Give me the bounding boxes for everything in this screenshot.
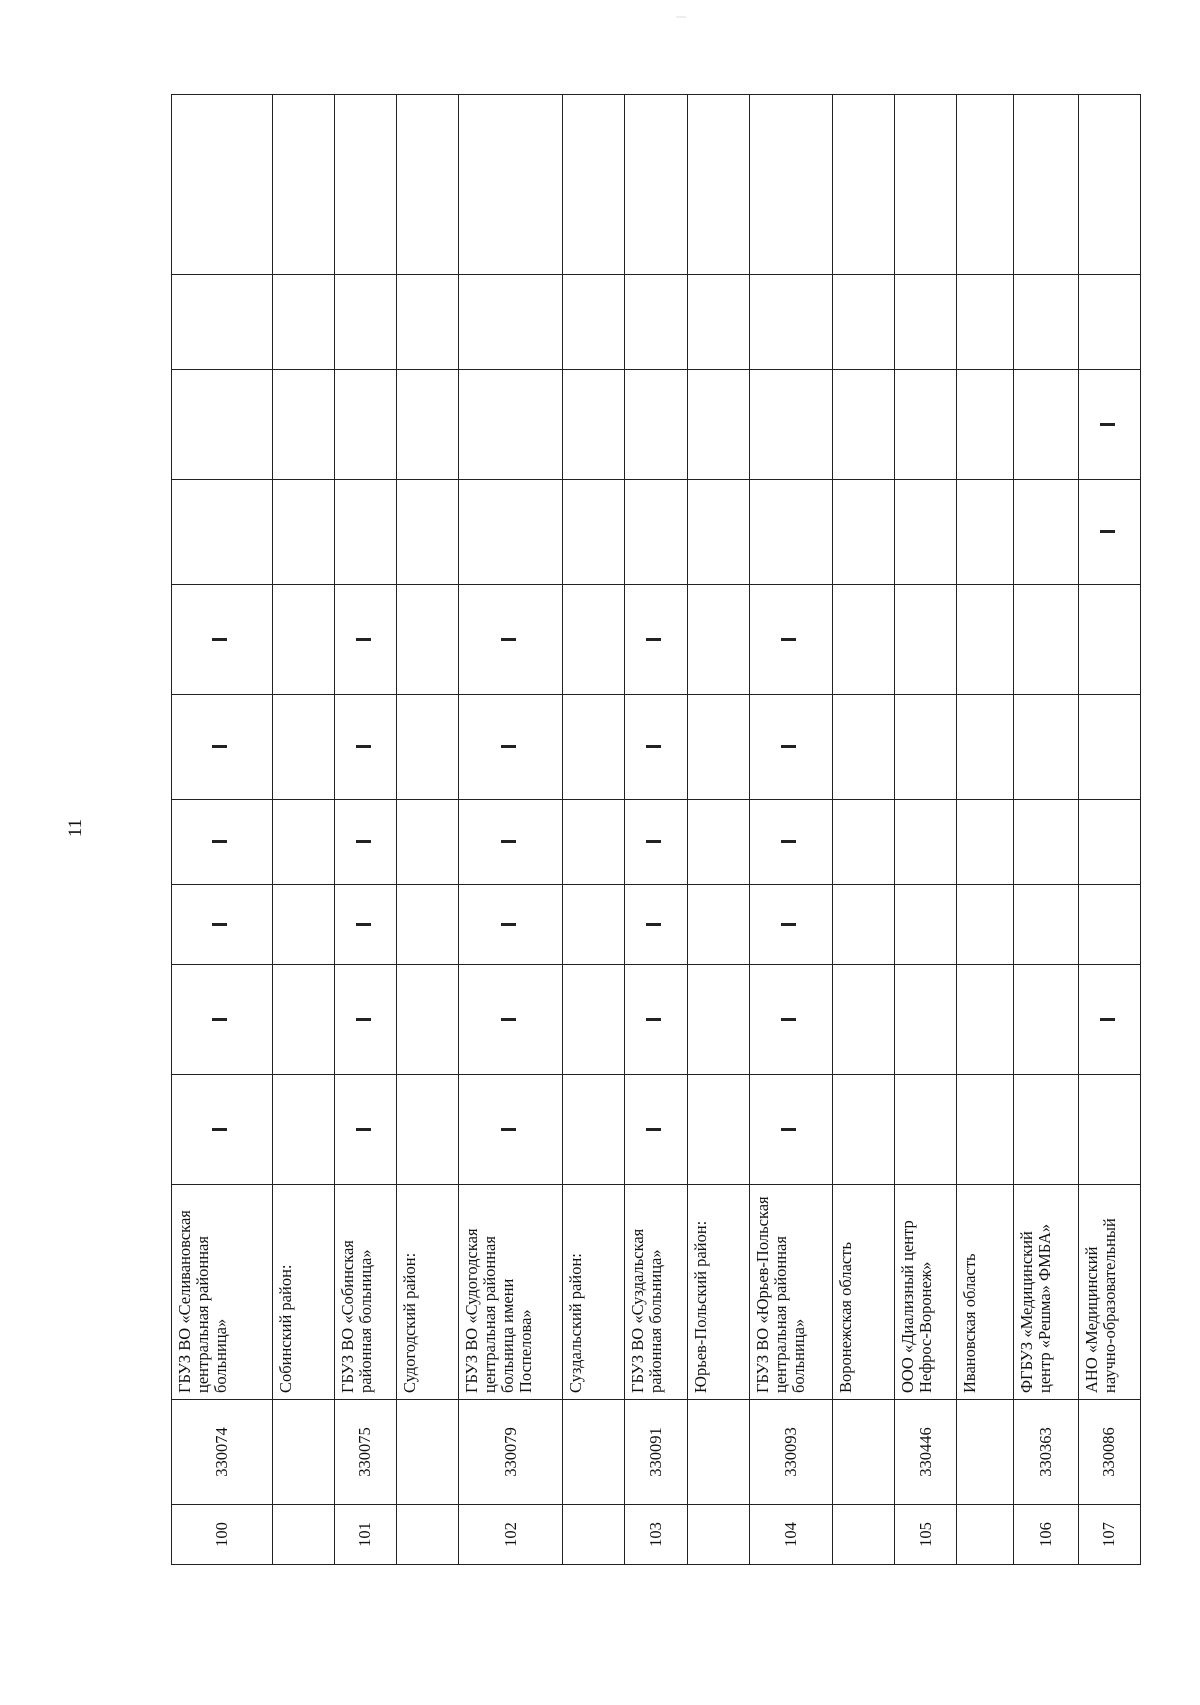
mark-cell (1014, 885, 1078, 965)
mark-cell (172, 370, 273, 480)
mark-cell (832, 1075, 894, 1185)
mark-cell (397, 95, 459, 275)
mark-value (781, 638, 796, 641)
mark-cell (1078, 275, 1140, 370)
mark-cell (749, 585, 832, 695)
mark-cell (957, 95, 1014, 275)
row-number-cell: 102 (459, 1505, 563, 1565)
mark-cell (272, 585, 334, 695)
mark-cell (563, 885, 625, 965)
mark-cell (1014, 370, 1078, 480)
mark-cell (749, 800, 832, 885)
row-number-cell (687, 1505, 749, 1565)
mark-value (781, 1018, 796, 1021)
mark-value (1100, 423, 1115, 426)
mark-cell (563, 800, 625, 885)
org-code-cell: 330075 (334, 1400, 396, 1505)
mark-value (212, 1018, 227, 1021)
mark-cell (397, 800, 459, 885)
mark-cell (895, 585, 957, 695)
org-code-cell (563, 1400, 625, 1505)
mark-cell (459, 1075, 563, 1185)
mark-value (212, 923, 227, 926)
row-number-cell (272, 1505, 334, 1565)
table-row (832, 95, 894, 1565)
mark-cell (1014, 1075, 1078, 1185)
mark-cell (625, 95, 687, 275)
org-code-cell: 330091 (625, 1400, 687, 1505)
mark-cell (1014, 965, 1078, 1075)
mark-value (356, 841, 371, 844)
mark-cell (749, 695, 832, 800)
mark-cell (1014, 480, 1078, 585)
org-name-cell: Судогодский район: (397, 1185, 459, 1400)
mark-cell (172, 800, 273, 885)
mark-value (356, 1018, 371, 1021)
mark-cell (397, 1075, 459, 1185)
mark-cell (895, 1075, 957, 1185)
org-name-cell: ГБУЗ ВО «Суздальская районная больница» (625, 1185, 687, 1400)
mark-cell (172, 695, 273, 800)
org-code-cell (397, 1400, 459, 1505)
mark-cell (625, 370, 687, 480)
mark-cell (832, 800, 894, 885)
org-code-cell: 330086 (1078, 1400, 1140, 1505)
page-number: 11 (65, 818, 86, 838)
mark-cell (334, 800, 396, 885)
mark-cell (957, 695, 1014, 800)
mark-value (356, 923, 371, 926)
mark-cell (1014, 695, 1078, 800)
mark-cell (1078, 370, 1140, 480)
rotated-table-wrapper (171, 95, 1141, 1565)
mark-cell (957, 885, 1014, 965)
mark-cell (459, 275, 563, 370)
table-row (272, 95, 334, 1565)
mark-cell (749, 1075, 832, 1185)
mark-cell (334, 480, 396, 585)
org-code-cell (687, 1400, 749, 1505)
mark-value (501, 841, 516, 844)
row-number-cell (563, 1505, 625, 1565)
mark-cell (625, 800, 687, 885)
mark-cell (334, 965, 396, 1075)
mark-cell (895, 370, 957, 480)
row-number-cell: 100 (172, 1505, 273, 1565)
mark-cell (272, 885, 334, 965)
mark-cell (563, 370, 625, 480)
mark-cell (1014, 800, 1078, 885)
mark-value (501, 638, 516, 641)
mark-cell (172, 275, 273, 370)
org-name-cell: ГБУЗ ВО «Селивановская центральная районная больница» (172, 1185, 273, 1400)
mark-cell (172, 885, 273, 965)
mark-cell (749, 275, 832, 370)
mark-cell (272, 965, 334, 1075)
org-name-cell: АНО «Медицинский научно-образовательный (1078, 1185, 1140, 1400)
mark-cell (749, 885, 832, 965)
mark-cell (397, 695, 459, 800)
mark-cell (625, 275, 687, 370)
org-code-cell: 330363 (1014, 1400, 1078, 1505)
mark-cell (687, 695, 749, 800)
row-number-cell (397, 1505, 459, 1565)
mark-value (212, 841, 227, 844)
mark-cell (749, 370, 832, 480)
org-code-cell (272, 1400, 334, 1505)
table-row (895, 95, 957, 1565)
mark-cell (687, 965, 749, 1075)
org-name-cell: ГБУЗ ВО «Юрьев-Польская центральная районная больница» (749, 1185, 832, 1400)
mark-cell (172, 95, 273, 275)
mark-cell (1078, 965, 1140, 1075)
mark-cell (459, 480, 563, 585)
table-row (625, 95, 687, 1565)
mark-value (1100, 531, 1115, 534)
mark-value (646, 841, 661, 844)
table-row (957, 95, 1014, 1565)
mark-cell (397, 370, 459, 480)
mark-cell (1014, 275, 1078, 370)
mark-cell (272, 695, 334, 800)
mark-cell (1078, 695, 1140, 800)
row-number-cell: 101 (334, 1505, 396, 1565)
mark-cell (832, 585, 894, 695)
mark-cell (749, 965, 832, 1075)
mark-cell (832, 95, 894, 275)
mark-cell (334, 95, 396, 275)
mark-cell (334, 370, 396, 480)
mark-cell (625, 480, 687, 585)
mark-cell (687, 275, 749, 370)
row-number-cell: 104 (749, 1505, 832, 1565)
table-row (397, 95, 459, 1565)
row-number-cell (832, 1505, 894, 1565)
mark-cell (459, 370, 563, 480)
mark-cell (272, 480, 334, 585)
mark-value (781, 923, 796, 926)
mark-cell (957, 370, 1014, 480)
mark-value (356, 746, 371, 749)
mark-cell (272, 370, 334, 480)
mark-cell (459, 885, 563, 965)
mark-cell (272, 275, 334, 370)
mark-cell (397, 965, 459, 1075)
mark-cell (687, 885, 749, 965)
table-row (563, 95, 625, 1565)
mark-cell (832, 370, 894, 480)
table-row (1014, 95, 1078, 1565)
mark-cell (1078, 800, 1140, 885)
mark-value (356, 1128, 371, 1131)
mark-cell (1078, 480, 1140, 585)
org-name-cell: Собинский район: (272, 1185, 334, 1400)
mark-cell (895, 95, 957, 275)
mark-value (212, 638, 227, 641)
mark-value (781, 841, 796, 844)
mark-cell (563, 1075, 625, 1185)
scan-artifact (676, 14, 686, 20)
mark-cell (895, 800, 957, 885)
table-row (749, 95, 832, 1565)
mark-cell (272, 800, 334, 885)
mark-cell (895, 695, 957, 800)
org-name-cell: ГБУЗ ВО «Судогодская центральная районная больница имени Поспелова» (459, 1185, 563, 1400)
mark-cell (397, 585, 459, 695)
mark-value (646, 1128, 661, 1131)
org-name-cell: ГБУЗ ВО «Собинская районная больница» (334, 1185, 396, 1400)
mark-cell (957, 1075, 1014, 1185)
mark-cell (957, 800, 1014, 885)
mark-cell (459, 95, 563, 275)
org-code-cell: 330446 (895, 1400, 957, 1505)
mark-cell (397, 275, 459, 370)
row-number-cell: 105 (895, 1505, 957, 1565)
mark-cell (334, 1075, 396, 1185)
mark-cell (1078, 885, 1140, 965)
org-code-cell (957, 1400, 1014, 1505)
mark-value (646, 1018, 661, 1021)
mark-value (781, 1128, 796, 1131)
mark-cell (272, 95, 334, 275)
mark-value (646, 746, 661, 749)
org-name-cell: ООО «Диализный центр Нефрос-Воронеж» (895, 1185, 957, 1400)
org-name-cell: Воронежская область (832, 1185, 894, 1400)
mark-value (356, 638, 371, 641)
mark-cell (625, 695, 687, 800)
table-row (1078, 95, 1140, 1565)
org-code-cell: 330093 (749, 1400, 832, 1505)
mark-cell (459, 585, 563, 695)
mark-cell (957, 480, 1014, 585)
org-name-cell: ФГБУЗ «Медицинский центр «Решма» ФМБА» (1014, 1185, 1078, 1400)
mark-cell (832, 695, 894, 800)
mark-cell (272, 1075, 334, 1185)
org-code-cell: 330074 (172, 1400, 273, 1505)
mark-cell (625, 885, 687, 965)
mark-cell (687, 585, 749, 695)
mark-value (212, 1128, 227, 1131)
mark-value (501, 923, 516, 926)
mark-cell (895, 965, 957, 1075)
mark-cell (957, 275, 1014, 370)
mark-value (212, 746, 227, 749)
mark-cell (832, 480, 894, 585)
mark-cell (1014, 95, 1078, 275)
mark-cell (625, 1075, 687, 1185)
org-code-cell (832, 1400, 894, 1505)
mark-cell (957, 585, 1014, 695)
mark-value (646, 923, 661, 926)
mark-cell (563, 585, 625, 695)
table-row (459, 95, 563, 1565)
mark-cell (749, 480, 832, 585)
mark-cell (334, 275, 396, 370)
mark-cell (397, 885, 459, 965)
mark-cell (895, 275, 957, 370)
mark-cell (625, 965, 687, 1075)
mark-cell (749, 95, 832, 275)
mark-cell (832, 965, 894, 1075)
mark-cell (563, 480, 625, 585)
row-number-cell: 103 (625, 1505, 687, 1565)
mark-cell (1078, 95, 1140, 275)
mark-cell (334, 585, 396, 695)
mark-value (1100, 1018, 1115, 1021)
mark-cell (563, 95, 625, 275)
mark-cell (1014, 585, 1078, 695)
mark-value (501, 1128, 516, 1131)
mark-cell (397, 480, 459, 585)
table-row (687, 95, 749, 1565)
mark-cell (334, 885, 396, 965)
mark-cell (832, 275, 894, 370)
mark-value (781, 746, 796, 749)
mark-cell (895, 480, 957, 585)
mark-cell (687, 95, 749, 275)
mark-value (501, 1018, 516, 1021)
mark-cell (172, 480, 273, 585)
mark-cell (625, 585, 687, 695)
mark-cell (172, 965, 273, 1075)
mark-cell (459, 800, 563, 885)
mark-cell (563, 275, 625, 370)
mark-cell (687, 370, 749, 480)
mark-cell (687, 1075, 749, 1185)
mark-cell (459, 965, 563, 1075)
org-name-cell: Суздальский район: (563, 1185, 625, 1400)
org-name-cell: Юрьев-Польский район: (687, 1185, 749, 1400)
mark-cell (459, 695, 563, 800)
mark-cell (957, 965, 1014, 1075)
data-table (171, 94, 1141, 1565)
row-number-cell (957, 1505, 1014, 1565)
table-row (334, 95, 396, 1565)
mark-cell (1078, 1075, 1140, 1185)
mark-cell (334, 695, 396, 800)
mark-cell (563, 695, 625, 800)
mark-value (646, 638, 661, 641)
mark-cell (895, 885, 957, 965)
table-body (172, 95, 1141, 1565)
mark-cell (687, 480, 749, 585)
mark-cell (563, 965, 625, 1075)
mark-cell (832, 885, 894, 965)
table-row (172, 95, 273, 1565)
mark-cell (1078, 585, 1140, 695)
mark-value (501, 746, 516, 749)
mark-cell (687, 800, 749, 885)
org-name-cell: Ивановская область (957, 1185, 1014, 1400)
row-number-cell: 106 (1014, 1505, 1078, 1565)
org-code-cell: 330079 (459, 1400, 563, 1505)
row-number-cell: 107 (1078, 1505, 1140, 1565)
mark-cell (172, 1075, 273, 1185)
mark-cell (172, 585, 273, 695)
